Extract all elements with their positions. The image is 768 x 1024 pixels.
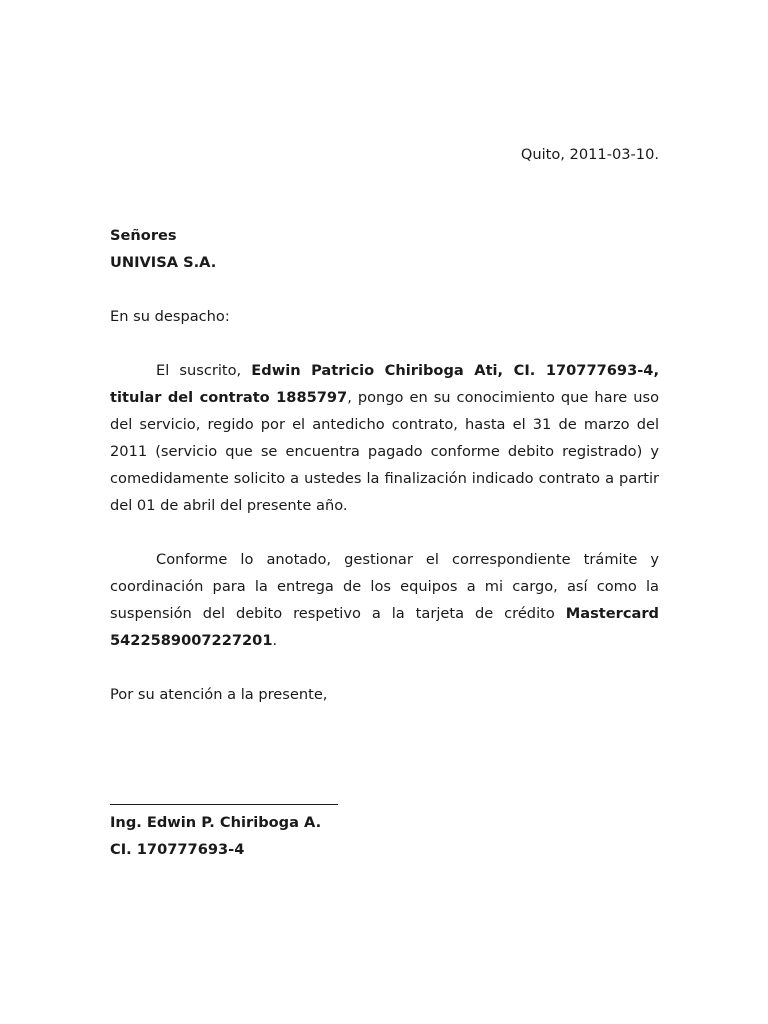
letter-date: Quito, 2011-03-10. bbox=[520, 146, 659, 163]
signature-line bbox=[110, 804, 338, 805]
card-number: Mastercard 5422589007227201 bbox=[110, 605, 659, 649]
body-paragraph-2 bbox=[110, 546, 659, 654]
paragraph-1-intro: El suscrito, bbox=[156, 362, 252, 379]
paragraph-1-rest: , pongo en su conocimiento que hare uso del servicio, regido por el antedicho contrato, hasta el 31 de marzo del 2011 (servicio que se encuentra pagado conforme debito registrado) y comedidamente solicito a ustedes la finalización indicado contrato a partir del 01 de abril del presente año. bbox=[110, 389, 659, 514]
signature-id: CI. 170777693-4 bbox=[110, 841, 245, 858]
closing: Por su atención a la presente, bbox=[110, 686, 328, 703]
paragraph-1-bold: Edwin Patricio Chiriboga Ati, CI. 170777693-4, titular del contrato 1885797 bbox=[110, 362, 659, 406]
paragraph-2-end: . bbox=[272, 632, 278, 649]
recipient-salutation: Señores bbox=[110, 227, 177, 244]
letter-page bbox=[110, 141, 659, 863]
body-paragraph-1 bbox=[110, 357, 659, 519]
recipient-company: UNIVISA S.A. bbox=[110, 254, 217, 271]
paragraph-2-text: Conforme lo anotado, gestionar el correspondiente trámite y coordinación para la entrega de los equipos a mi cargo, así como la suspensión del debito respetivo a la tarjeta de crédito bbox=[110, 551, 659, 622]
signature-name: Ing. Edwin P. Chiriboga A. bbox=[110, 814, 322, 831]
recipient-block bbox=[110, 222, 659, 276]
signature-block bbox=[110, 804, 659, 863]
greeting: En su despacho: bbox=[110, 308, 230, 325]
